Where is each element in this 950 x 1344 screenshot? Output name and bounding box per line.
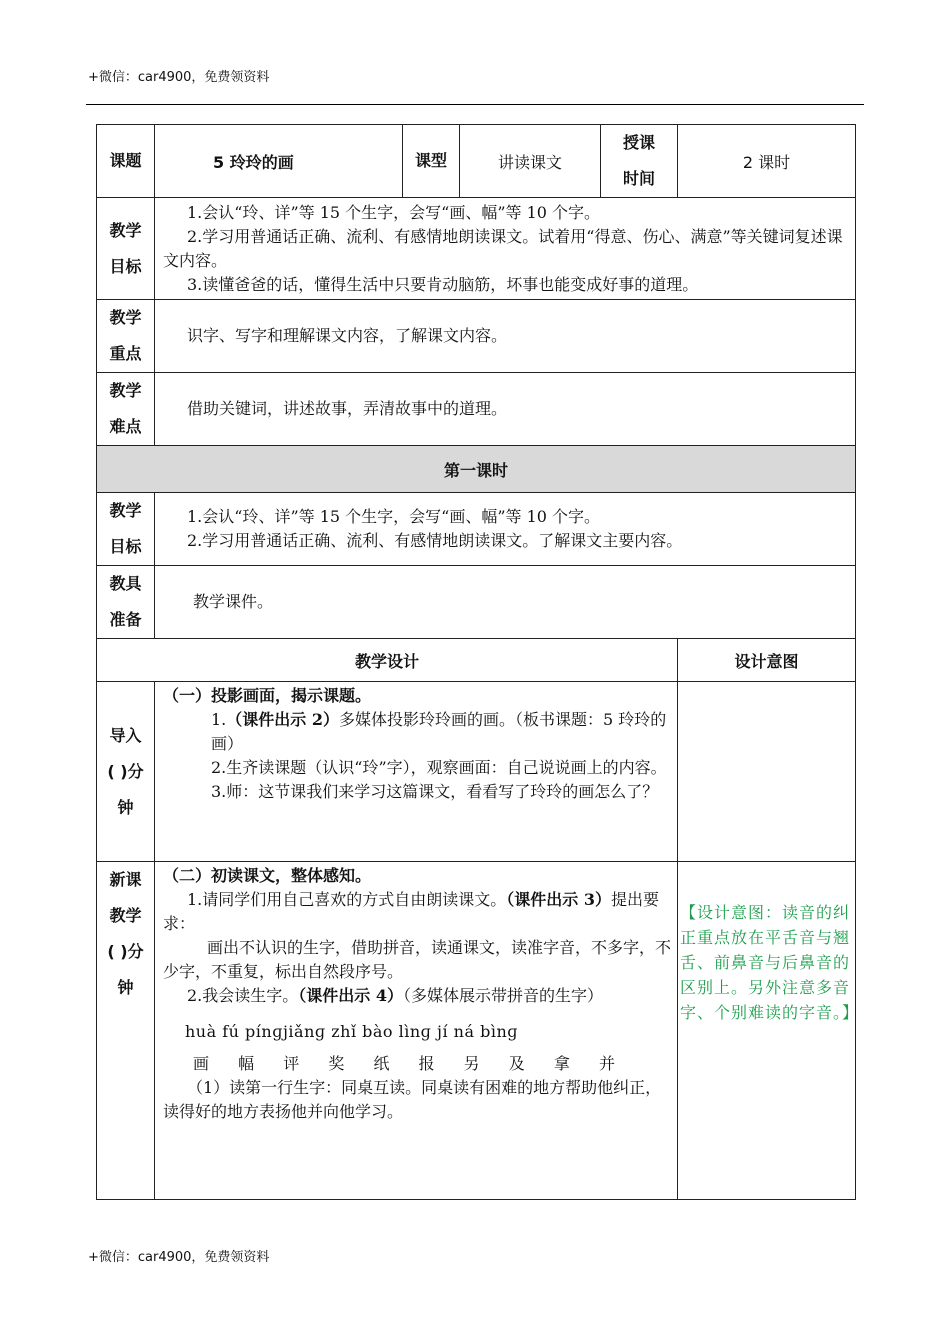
topic-label: 课题	[97, 125, 155, 198]
intro-label-line1: 导入	[109, 725, 142, 745]
time-label	[601, 125, 678, 198]
new-lesson-label-line4: 钟	[117, 978, 134, 997]
intro-label	[97, 682, 155, 862]
new-lesson-p1-text: 1.请同学们用自己喜欢的方式自由朗读课文。	[187, 890, 507, 909]
intro-content	[155, 682, 678, 862]
char-item: 纸	[373, 1054, 391, 1073]
difficulties-label	[97, 373, 155, 446]
goals-row	[97, 198, 856, 300]
goals-label-line2: 目标	[109, 256, 142, 276]
goals-label	[97, 198, 155, 300]
time-value: 2 课时	[678, 125, 856, 198]
char-item: 画	[193, 1054, 211, 1073]
goal-2: 2.学习用普通话正确、流利、有感情地朗读课文。试着用“得意、伤心、满意”等关键词复述课文内容。	[163, 226, 843, 270]
intro-step-1-num: 1.	[211, 710, 227, 729]
lesson-plan-table	[96, 124, 860, 1200]
lesson1-goals-row	[97, 493, 856, 566]
new-lesson-label-line1: 新课	[109, 870, 142, 889]
intro-step-1-text: 多媒体投影玲玲画的画。（板书课题：5 玲玲的画）	[211, 710, 667, 753]
tools-label	[97, 566, 155, 639]
goals-content	[155, 198, 856, 300]
goal-1: 1.会认“玲、详”等 15 个生字，会写“画、幅”等 10 个字。	[187, 202, 601, 222]
time-label-line2: 时间	[622, 169, 655, 188]
lesson1-title: 第一课时	[97, 446, 856, 493]
character-line	[163, 1052, 671, 1076]
new-lesson-p3-text: 2.我会读生字。	[187, 986, 299, 1005]
tools-label-line2: 准备	[109, 610, 142, 629]
lesson1-goals-label	[97, 493, 155, 566]
lesson1-header-row	[97, 446, 856, 493]
char-item: 幅	[238, 1054, 256, 1073]
header-note: +微信：car4900，免费领资料	[88, 70, 270, 85]
topic-row	[97, 125, 856, 198]
char-item: 并	[598, 1054, 616, 1073]
new-lesson-intent: 【设计意图：读音的纠正重点放在平舌音与翘舌、前鼻音与后鼻音的区别上。另外注意多音字、个别难读的字音。】	[678, 862, 856, 1200]
footer-note: +微信：car4900，免费领资料	[88, 1250, 270, 1265]
lesson1-goals-label-line1: 教学	[109, 501, 142, 520]
new-lesson-p3	[163, 984, 671, 1008]
key-points-text: 识字、写字和理解课文内容，了解课文内容。	[155, 300, 856, 373]
difficulties-row	[97, 373, 856, 446]
char-item: 及	[508, 1054, 526, 1073]
design-header-left: 教学设计	[97, 639, 678, 682]
intro-step-2: 2.生齐读课题（认识“玲”字），观察画面：自己说说画上的内容。	[211, 758, 667, 777]
char-item: 评	[283, 1054, 301, 1073]
new-lesson-p1-tail: 提出要求：	[163, 890, 660, 933]
new-lesson-p1-courseware: （课件出示 3）	[506, 890, 611, 909]
new-lesson-label-line2: 教学	[109, 906, 142, 925]
new-lesson-label	[97, 862, 155, 1200]
intro-label-line2: ( )分	[107, 761, 144, 781]
type-value: 讲读课文	[460, 125, 601, 198]
new-lesson-p3-tail: （多媒体展示带拼音的生字）	[403, 986, 604, 1005]
intro-heading: （一）投影画面，揭示课题。	[163, 686, 372, 705]
topic-value: 5 玲玲的画	[155, 125, 403, 198]
intro-label-line3: 钟	[117, 797, 134, 817]
lesson1-goals-label-line2: 目标	[109, 537, 142, 556]
intro-row	[97, 682, 856, 862]
new-lesson-label-line3: ( )分	[107, 942, 144, 961]
new-lesson-p3-courseware: （课件出示 4）	[298, 986, 403, 1005]
new-lesson-p2: 画出不认识的生字，借助拼音，读通课文，读准字音，不多字，不少字，不重复，标出自然段序号。	[163, 938, 672, 981]
char-item: 拿	[553, 1054, 571, 1073]
difficulties-label-line2: 难点	[109, 417, 142, 436]
design-header-right: 设计意图	[678, 639, 856, 682]
intro-step-1	[163, 708, 671, 756]
difficulties-label-line1: 教学	[109, 381, 142, 400]
new-lesson-p1	[163, 888, 671, 936]
char-item: 奖	[328, 1054, 346, 1073]
key-points-label-line2: 重点	[109, 344, 142, 363]
header-divider	[86, 104, 864, 105]
pinyin-line: huà fú pínɡjiǎnɡ zhǐ bào lìnɡ jí ná bìnɡ	[185, 1022, 519, 1041]
char-item: 另	[463, 1054, 481, 1073]
intro-step-1-courseware: （课件出示 2）	[226, 710, 339, 729]
key-points-row	[97, 300, 856, 373]
time-label-line1: 授课	[622, 133, 655, 152]
key-points-label	[97, 300, 155, 373]
new-lesson-p4: （1）读第一行生字：同桌互读。同桌读有困难的地方帮助他纠正，读得好的地方表扬他并向他学习。	[163, 1078, 662, 1121]
intro-intent	[678, 682, 856, 862]
lesson1-goals-content	[155, 493, 856, 566]
new-lesson-row	[97, 862, 856, 1200]
new-lesson-heading: （二）初读课文，整体感知。	[163, 866, 372, 885]
difficulties-text: 借助关键词，讲述故事，弄清故事中的道理。	[155, 373, 856, 446]
lesson1-goal-1: 1.会认“玲、详”等 15 个生字，会写“画、幅”等 10 个字。	[187, 507, 601, 526]
lesson1-goal-2: 2.学习用普通话正确、流利、有感情地朗读课文。了解课文主要内容。	[187, 531, 683, 550]
goals-label-line1: 教学	[109, 220, 142, 240]
tools-text: 教学课件。	[155, 566, 856, 639]
tools-row	[97, 566, 856, 639]
new-lesson-content	[155, 862, 678, 1200]
char-item: 报	[418, 1054, 436, 1073]
design-header-row	[97, 639, 856, 682]
intro-step-3: 3.师：这节课我们来学习这篇课文，看看写了玲玲的画怎么了？	[211, 782, 659, 801]
key-points-label-line1: 教学	[109, 308, 142, 327]
goal-3: 3.读懂爸爸的话，懂得生活中只要肯动脑筋，坏事也能变成好事的道理。	[187, 274, 699, 294]
tools-label-line1: 教具	[109, 574, 142, 593]
type-label: 课型	[403, 125, 460, 198]
